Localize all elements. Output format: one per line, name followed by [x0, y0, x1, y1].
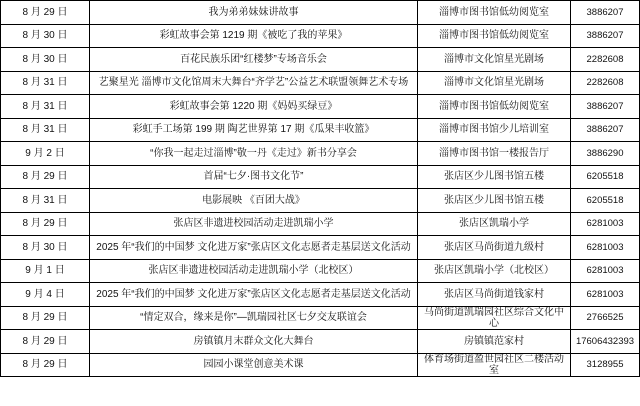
- date-cell: 8 月 29 日: [1, 1, 90, 25]
- table-row: [1, 142, 640, 166]
- event-cell: 电影展映 《百团大战》: [90, 189, 418, 213]
- table-row: [1, 306, 640, 330]
- venue-cell: 房镇镇范家村: [418, 330, 571, 354]
- date-cell: 9 月 4 日: [1, 283, 90, 307]
- event-cell: 房镇镇月末群众文化大舞台: [90, 330, 418, 354]
- event-cell: 首届“七夕·图书文化节”: [90, 165, 418, 189]
- venue-cell: 淄博市文化馆星光剧场: [418, 48, 571, 72]
- table-row: [1, 189, 640, 213]
- phone-cell: 3886207: [571, 24, 640, 48]
- event-cell: “你我一起走过淄博”敬一丹《走过》新书分享会: [90, 142, 418, 166]
- date-cell: 8 月 29 日: [1, 330, 90, 354]
- phone-cell: 6281003: [571, 283, 640, 307]
- phone-cell: 2282608: [571, 48, 640, 72]
- date-cell: 8 月 31 日: [1, 95, 90, 119]
- event-cell: 2025 年“我们的中国梦 文化进万家”张店区文化志愿者走基层送文化活动: [90, 283, 418, 307]
- venue-cell: 体育场街道盈世园社区二楼活动室: [418, 353, 571, 377]
- date-cell: 8 月 30 日: [1, 24, 90, 48]
- venue-cell: 张店区马尚街道九级村: [418, 236, 571, 260]
- phone-cell: 6205518: [571, 165, 640, 189]
- venue-cell: 张店区马尚街道钱家村: [418, 283, 571, 307]
- event-cell: 彩虹手工场第 199 期 陶艺世界第 17 期《瓜果丰收篮》: [90, 118, 418, 142]
- date-cell: 8 月 29 日: [1, 165, 90, 189]
- phone-cell: 6205518: [571, 189, 640, 213]
- table-row: [1, 95, 640, 119]
- event-cell: 张店区非遗进校园活动走进凯瑞小学: [90, 212, 418, 236]
- event-cell: 2025 年“我们的中国梦 文化进万家”张店区文化志愿者走基层送文化活动: [90, 236, 418, 260]
- venue-cell: 淄博市文化馆星光剧场: [418, 71, 571, 95]
- date-cell: 8 月 29 日: [1, 212, 90, 236]
- table-row: [1, 212, 640, 236]
- date-cell: 8 月 31 日: [1, 118, 90, 142]
- date-cell: 8 月 31 日: [1, 189, 90, 213]
- venue-cell: 张店区少儿图书馆五楼: [418, 165, 571, 189]
- table-row: [1, 71, 640, 95]
- event-cell: 彩虹故事会第 1219 期《被吃了我的苹果》: [90, 24, 418, 48]
- date-cell: 9 月 2 日: [1, 142, 90, 166]
- date-cell: 8 月 30 日: [1, 236, 90, 260]
- venue-cell: 张店区少儿图书馆五楼: [418, 189, 571, 213]
- phone-cell: 3886207: [571, 95, 640, 119]
- venue-cell: 马尚街道凯瑞园社区综合文化中心: [418, 306, 571, 330]
- table-row: [1, 118, 640, 142]
- event-cell: 园园小课堂创意美术课: [90, 353, 418, 377]
- date-cell: 9 月 1 日: [1, 259, 90, 283]
- table-row: [1, 1, 640, 25]
- venue-cell: 淄博市图书馆低幼阅览室: [418, 1, 571, 25]
- venue-cell: 淄博市图书馆一楼报告厅: [418, 142, 571, 166]
- table-row: [1, 165, 640, 189]
- date-cell: 8 月 31 日: [1, 71, 90, 95]
- phone-cell: 6281003: [571, 259, 640, 283]
- date-cell: 8 月 29 日: [1, 353, 90, 377]
- venue-cell: 淄博市图书馆低幼阅览室: [418, 95, 571, 119]
- event-cell: 彩虹故事会第 1220 期《妈妈买绿豆》: [90, 95, 418, 119]
- venue-cell: 淄博市图书馆少儿培训室: [418, 118, 571, 142]
- phone-cell: 2766525: [571, 306, 640, 330]
- venue-cell: 淄博市图书馆低幼阅览室: [418, 24, 571, 48]
- event-cell: 张店区非遗进校园活动走进凯瑞小学（北校区）: [90, 259, 418, 283]
- table-row: [1, 48, 640, 72]
- venue-cell: 张店区凯瑞小学（北校区）: [418, 259, 571, 283]
- event-cell: 艺聚星光 淄博市文化馆周末大舞台“齐学艺”公益艺术联盟领舞艺术专场: [90, 71, 418, 95]
- date-cell: 8 月 30 日: [1, 48, 90, 72]
- table-row: [1, 24, 640, 48]
- event-cell: 百花民族乐团“红楼梦”专场音乐会: [90, 48, 418, 72]
- event-cell: “情定双合，缘来是你”—凯瑞园社区七夕交友联谊会: [90, 306, 418, 330]
- table-row: [1, 236, 640, 260]
- date-cell: 8 月 29 日: [1, 306, 90, 330]
- table-row: [1, 353, 640, 377]
- venue-cell: 张店区凯瑞小学: [418, 212, 571, 236]
- phone-cell: 6281003: [571, 236, 640, 260]
- phone-cell: 3886207: [571, 118, 640, 142]
- phone-cell: 3886290: [571, 142, 640, 166]
- phone-cell: 3886207: [571, 1, 640, 25]
- schedule-body: [1, 1, 640, 377]
- table-row: [1, 259, 640, 283]
- table-row: [1, 330, 640, 354]
- table-row: [1, 283, 640, 307]
- phone-cell: 3128955: [571, 353, 640, 377]
- phone-cell: 2282608: [571, 71, 640, 95]
- phone-cell: 17606432393: [571, 330, 640, 354]
- phone-cell: 6281003: [571, 212, 640, 236]
- event-cell: 我为弟弟妹妹讲故事: [90, 1, 418, 25]
